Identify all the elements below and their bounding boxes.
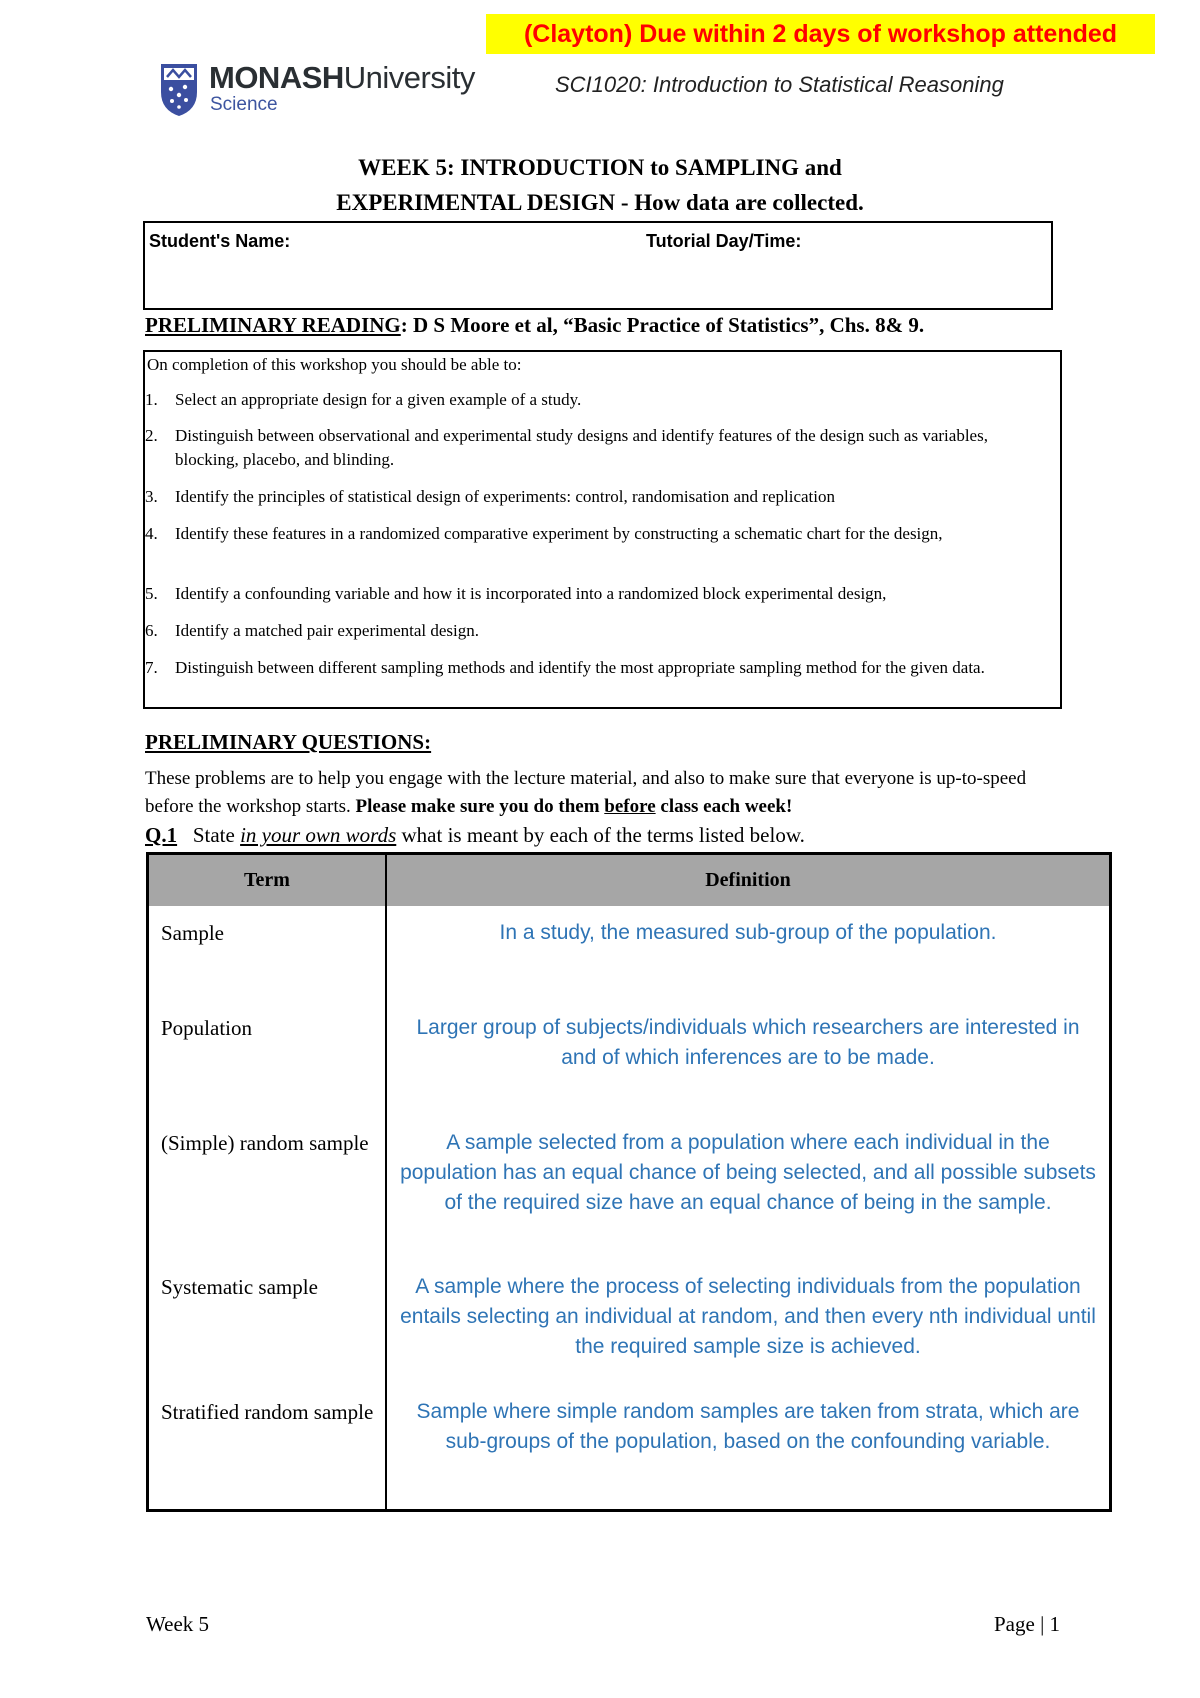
- definition-cell[interactable]: Sample where simple random samples are taken from strata, which are sub-groups of the population, based on the confounding variable.: [416, 1400, 1080, 1453]
- table-row: [148, 1385, 1111, 1511]
- definition-cell[interactable]: A sample selected from a population where each individual in the population has an equal chance of being selected, and all possible subsets of the required size have an equal chance of being in the sample.: [400, 1131, 1096, 1214]
- logo-wordmark: MONASHUniversity: [209, 60, 475, 95]
- table-row: [148, 906, 1111, 1001]
- preliminary-reading: [145, 313, 924, 338]
- column-header-definition: Definition: [386, 854, 1111, 907]
- due-date-banner: (Clayton) Due within 2 days of workshop attended: [486, 14, 1155, 54]
- definition-cell[interactable]: In a study, the measured sub-group of the population.: [499, 921, 997, 944]
- student-info-box[interactable]: [143, 221, 1053, 310]
- page-title-line2: EXPERIMENTAL DESIGN - How data are collected.: [336, 190, 864, 215]
- definition-cell[interactable]: A sample where the process of selecting individuals from the population entails selecting an individual at random, and then every nth individual until the required sample size is achieved.: [400, 1275, 1096, 1358]
- learning-objectives-box: [143, 350, 1062, 709]
- preliminary-reading-text: : D S Moore et al, “Basic Practice of Statistics”, Chs. 8& 9.: [400, 313, 925, 337]
- preliminary-reading-label: PRELIMINARY READING: [145, 313, 401, 337]
- course-title: SCI1020: Introduction to Statistical Reasoning: [555, 72, 1004, 97]
- objectives-intro: On completion of this workshop you should be able to:: [147, 355, 522, 374]
- table-row: [148, 1260, 1111, 1385]
- table-header-row: [148, 854, 1111, 907]
- table-row: [148, 1116, 1111, 1260]
- student-name-label: Student's Name:: [149, 231, 291, 251]
- term-cell: Stratified random sample: [148, 1385, 387, 1511]
- term-cell: Systematic sample: [148, 1260, 387, 1385]
- objective-item: 2. Distinguish between observational and experimental study designs and identify features of the design such as variables, blocking, placebo, and blinding.: [145, 426, 988, 469]
- tutorial-time-label: Tutorial Day/Time:: [646, 231, 802, 251]
- preliminary-questions-heading: PRELIMINARY QUESTIONS:: [145, 730, 432, 754]
- objective-item: 3. Identify the principles of statistical design of experiments: control, randomisation and replication: [145, 487, 835, 506]
- monash-shield-icon: [159, 62, 199, 117]
- objective-item: 1. Select an appropriate design for a given example of a study.: [145, 390, 582, 409]
- term-cell: Population: [148, 1001, 387, 1116]
- definition-cell[interactable]: Larger group of subjects/individuals which researchers are interested in and of which inferences are to be made.: [416, 1016, 1080, 1069]
- objective-item: 7. Distinguish between different sampling methods and identify the most appropriate sampling method for the given data.: [145, 658, 985, 677]
- term-cell: (Simple) random sample: [148, 1116, 387, 1260]
- question-1: Q.1 State in your own words what is meant by each of the terms listed below.: [145, 823, 805, 847]
- term-cell: Sample: [148, 906, 387, 1001]
- objective-item: 5. Identify a confounding variable and how it is incorporated into a randomized block experimental design,: [145, 584, 887, 603]
- column-header-term: Term: [148, 854, 387, 907]
- footer-week: Week 5: [146, 1612, 210, 1636]
- monash-logo: [159, 62, 499, 122]
- logo-subtitle: Science: [210, 94, 278, 115]
- page-title-line1: WEEK 5: INTRODUCTION to SAMPLING and: [358, 155, 842, 180]
- terms-definitions-table: [146, 852, 1112, 1512]
- preliminary-questions-text: These problems are to help you engage with the lecture material, and also to make sure that everyone is up-to-speed before the workshop starts. Please make sure you do them before class each week!: [145, 768, 1027, 817]
- objective-item: 6. Identify a matched pair experimental design.: [145, 621, 479, 640]
- objective-item: 4. Identify these features in a randomized comparative experiment by constructing a schematic chart for the design,: [145, 524, 943, 543]
- table-row: [148, 1001, 1111, 1116]
- footer-page-number: Page | 1: [994, 1612, 1061, 1636]
